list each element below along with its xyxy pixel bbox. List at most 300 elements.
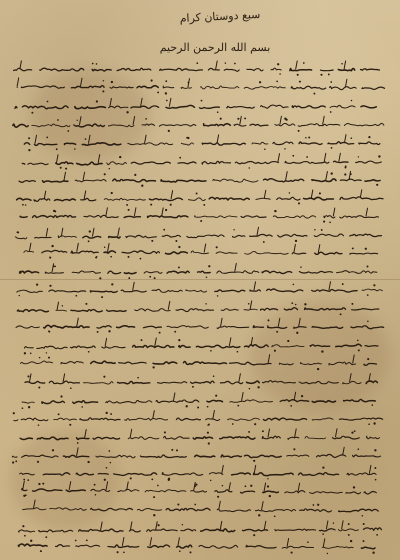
script-word — [21, 418, 48, 421]
script-dot — [289, 192, 290, 193]
script-dot — [88, 240, 90, 242]
script-word — [363, 528, 381, 531]
script-stroke — [219, 501, 221, 509]
script-word — [17, 290, 43, 292]
script-stroke — [220, 521, 222, 529]
script-word — [14, 68, 32, 71]
script-word — [263, 418, 306, 420]
script-word — [267, 289, 303, 292]
script-dot — [374, 467, 376, 469]
script-dot — [205, 303, 206, 304]
script-word — [124, 273, 136, 274]
script-dot — [323, 221, 325, 223]
script-word — [200, 107, 220, 108]
script-word — [247, 381, 260, 383]
script-word — [98, 474, 108, 475]
script-stroke — [250, 301, 252, 309]
script-stroke — [360, 190, 362, 198]
script-word — [56, 310, 67, 311]
script-word — [76, 545, 100, 547]
script-dot — [123, 551, 125, 553]
script-word — [273, 216, 315, 218]
script-dot — [89, 230, 91, 232]
script-word — [42, 401, 65, 404]
script-dot — [258, 514, 260, 516]
script-dot — [178, 246, 180, 248]
script-word — [16, 326, 39, 328]
script-dot — [108, 450, 110, 452]
script-dot — [376, 184, 378, 186]
script-dot — [320, 74, 322, 76]
script-word — [15, 107, 17, 109]
script-word — [254, 473, 294, 476]
script-stroke — [268, 355, 270, 363]
script-word — [352, 309, 379, 310]
script-word — [124, 216, 140, 217]
script-word — [56, 162, 73, 164]
script-word — [221, 455, 241, 457]
script-dot — [372, 404, 374, 406]
script-word — [299, 142, 322, 144]
script-dot — [117, 551, 119, 553]
script-dot — [96, 63, 98, 65]
script-dot — [25, 204, 27, 206]
script-word — [122, 251, 160, 254]
script-word — [142, 124, 154, 125]
script-word — [310, 345, 330, 347]
script-word — [340, 216, 379, 218]
script-dot — [194, 504, 196, 506]
script-dot — [159, 332, 161, 334]
script-stroke — [52, 264, 54, 272]
script-word — [129, 530, 140, 532]
invocation-line: بسم الله الرحمن الرحيم — [159, 41, 271, 54]
script-dot — [97, 331, 99, 333]
script-stroke — [178, 538, 180, 546]
script-stroke — [168, 301, 170, 309]
script-word — [208, 68, 219, 70]
script-word — [37, 437, 68, 440]
script-dot — [154, 277, 156, 279]
script-dot — [77, 442, 79, 444]
script-dot — [103, 80, 104, 81]
script-word — [347, 473, 376, 475]
script-dot — [141, 185, 143, 187]
script-dot — [217, 295, 219, 297]
script-word — [25, 381, 45, 383]
script-stroke — [133, 282, 135, 290]
script-dot — [46, 352, 47, 353]
script-word — [275, 529, 316, 531]
script-word — [319, 529, 335, 531]
script-word — [91, 361, 116, 363]
script-dot — [38, 483, 40, 485]
script-word — [277, 197, 300, 200]
script-dot — [24, 535, 26, 537]
script-stroke — [298, 483, 300, 491]
script-word — [338, 69, 354, 71]
script-word — [71, 251, 98, 253]
script-dot — [330, 81, 332, 83]
script-word — [97, 326, 111, 328]
script-dot — [23, 495, 25, 497]
script-dot — [304, 303, 306, 305]
script-stroke — [294, 244, 296, 252]
script-dot — [313, 504, 315, 506]
script-word — [117, 326, 135, 328]
script-word — [38, 530, 72, 532]
script-dot — [56, 148, 58, 150]
script-word — [365, 346, 378, 347]
script-dot — [128, 277, 130, 279]
script-dot — [203, 204, 205, 206]
script-dot — [165, 209, 167, 211]
script-dot — [357, 340, 359, 342]
script-dot — [351, 431, 353, 433]
script-dot — [328, 73, 330, 75]
script-word — [126, 235, 156, 237]
script-stroke — [204, 244, 206, 252]
script-word — [117, 68, 151, 70]
script-dot — [291, 552, 293, 554]
script-stroke — [171, 191, 173, 199]
script-dot — [153, 496, 155, 498]
script-stroke — [134, 208, 136, 216]
script-word — [317, 454, 346, 457]
script-dot — [126, 204, 128, 206]
script-word — [73, 401, 98, 404]
script-dot — [284, 148, 285, 149]
script-word — [104, 198, 145, 200]
script-word — [166, 105, 195, 108]
script-word — [108, 271, 121, 274]
script-word — [312, 401, 335, 403]
script-word — [37, 346, 67, 348]
script-dot — [46, 137, 48, 139]
script-dot — [317, 368, 319, 370]
script-word — [17, 198, 31, 200]
script-stroke — [262, 502, 264, 510]
script-dot — [352, 247, 354, 249]
script-stroke — [64, 172, 66, 180]
script-word — [71, 346, 96, 348]
script-stroke — [63, 374, 65, 382]
script-dot — [28, 149, 30, 151]
script-dot — [151, 240, 153, 242]
script-stroke — [77, 318, 79, 326]
script-word — [109, 106, 128, 108]
script-word — [344, 123, 384, 125]
script-dot — [31, 112, 33, 114]
script-dot — [104, 247, 106, 249]
script-dot — [276, 81, 278, 83]
script-dot — [267, 485, 269, 487]
script-dot — [42, 483, 44, 485]
script-word — [217, 326, 249, 328]
script-word — [312, 179, 336, 182]
script-dot — [153, 514, 155, 516]
script-word — [44, 325, 89, 328]
script-word — [181, 529, 196, 531]
script-dot — [301, 395, 303, 397]
script-word — [153, 362, 177, 364]
header-note: سبع دوستان کرام — [179, 7, 261, 26]
script-dot — [47, 101, 49, 103]
script-word — [17, 310, 48, 312]
script-word — [300, 509, 332, 512]
script-dot — [168, 478, 170, 480]
script-word — [20, 271, 39, 273]
script-word — [244, 309, 257, 310]
script-dot — [314, 229, 316, 231]
script-dot — [321, 229, 323, 231]
script-word — [184, 362, 227, 365]
script-word — [262, 271, 292, 274]
script-stroke — [318, 245, 320, 253]
script-dot — [295, 240, 297, 242]
script-dot — [319, 192, 321, 194]
script-stroke — [296, 61, 298, 69]
script-word — [158, 382, 187, 384]
script-word — [216, 252, 237, 254]
script-dot — [363, 540, 365, 542]
script-dot — [297, 74, 299, 76]
script-word — [365, 180, 380, 182]
script-word — [250, 290, 260, 291]
script-dot — [358, 349, 360, 351]
script-word — [19, 530, 35, 532]
script-word — [353, 455, 381, 457]
script-dot — [52, 449, 54, 451]
script-dot — [269, 495, 271, 497]
script-word — [125, 418, 168, 420]
script-dot — [207, 424, 209, 426]
script-stroke — [369, 465, 371, 473]
script-stroke — [242, 393, 244, 401]
script-word — [71, 86, 104, 88]
script-word — [131, 106, 159, 109]
script-dot — [81, 406, 83, 408]
script-dot — [151, 479, 153, 481]
script-word — [110, 87, 133, 88]
script-word — [144, 272, 162, 274]
script-word — [195, 455, 215, 457]
script-dot — [111, 283, 113, 285]
script-dot — [327, 553, 328, 554]
script-dot — [69, 424, 71, 426]
script-dot — [176, 449, 178, 451]
script-stroke — [57, 155, 59, 163]
script-word — [84, 215, 118, 217]
script-word — [147, 529, 178, 531]
script-dot — [331, 172, 333, 174]
script-word — [50, 508, 87, 511]
script-word — [166, 508, 210, 510]
script-dot — [298, 202, 300, 204]
script-dot — [225, 62, 226, 63]
script-dot — [151, 79, 153, 81]
script-word — [43, 473, 70, 475]
script-dot — [157, 91, 159, 93]
script-dot — [186, 405, 188, 407]
script-dot — [274, 350, 276, 352]
script-dot — [207, 406, 209, 408]
script-word — [22, 106, 68, 109]
script-word — [301, 362, 322, 364]
script-dot — [274, 210, 276, 212]
script-word — [285, 161, 329, 163]
script-word — [65, 143, 76, 144]
script-word — [23, 508, 47, 510]
script-stroke — [46, 228, 48, 236]
script-word — [140, 455, 186, 458]
script-word — [21, 361, 53, 364]
script-stroke — [173, 393, 175, 401]
script-dot — [24, 352, 26, 354]
script-dot — [13, 412, 15, 414]
script-dot — [344, 173, 346, 175]
script-word — [202, 143, 245, 145]
script-word — [334, 161, 349, 162]
script-dot — [67, 130, 69, 132]
script-dot — [345, 165, 347, 167]
script-dot — [134, 174, 136, 176]
script-dot — [254, 423, 256, 425]
script-stroke — [89, 135, 91, 143]
script-word — [137, 86, 158, 88]
script-word — [186, 290, 207, 292]
script-word — [201, 86, 239, 89]
script-dot — [30, 352, 32, 354]
script-word — [207, 400, 223, 401]
script-word — [361, 69, 380, 70]
script-word — [230, 400, 273, 402]
script-dot — [322, 466, 324, 468]
script-word — [135, 309, 170, 312]
script-stroke — [169, 98, 171, 106]
script-dot — [178, 339, 180, 341]
script-stroke — [333, 208, 335, 216]
script-dot — [367, 266, 369, 268]
script-word — [22, 455, 58, 457]
script-word — [161, 180, 206, 182]
script-word — [133, 345, 174, 347]
script-dot — [38, 386, 40, 388]
script-word — [148, 216, 188, 218]
script-stroke — [287, 539, 289, 547]
script-dot — [217, 496, 219, 498]
script-stroke — [344, 61, 346, 69]
script-dot — [86, 540, 88, 542]
script-dot — [104, 479, 106, 481]
script-word — [252, 142, 268, 144]
script-word — [201, 529, 235, 532]
script-stroke — [130, 522, 132, 530]
script-dot — [367, 294, 369, 296]
script-word — [245, 345, 269, 348]
script-word — [320, 70, 333, 71]
script-word — [144, 326, 162, 328]
script-word — [215, 290, 245, 292]
script-word — [290, 69, 312, 71]
script-dot — [60, 395, 62, 397]
script-word — [232, 473, 251, 475]
script-dot — [16, 231, 18, 233]
script-dot — [163, 229, 165, 231]
script-dot — [248, 303, 250, 305]
script-dot — [237, 118, 239, 120]
script-word — [63, 455, 89, 457]
script-stroke — [345, 79, 347, 87]
script-dot — [378, 155, 380, 157]
script-word — [361, 106, 376, 108]
script-dot — [233, 229, 234, 230]
script-word — [102, 347, 125, 349]
script-word — [106, 400, 152, 403]
script-dot — [170, 204, 172, 206]
script-dot — [128, 209, 130, 211]
script-word — [350, 234, 382, 236]
script-dot — [358, 156, 359, 157]
script-word — [250, 124, 268, 126]
script-dot — [215, 395, 217, 397]
script-dot — [165, 92, 167, 94]
script-stroke — [323, 539, 325, 547]
script-stroke — [350, 374, 352, 382]
script-dot — [248, 167, 249, 168]
script-stroke — [268, 429, 270, 437]
script-dot — [333, 522, 334, 523]
script-dot — [250, 485, 252, 487]
script-word — [271, 68, 281, 70]
script-dot — [200, 220, 202, 222]
script-stroke — [257, 227, 259, 235]
script-word — [298, 124, 340, 127]
script-word — [263, 491, 279, 492]
script-word — [367, 436, 380, 439]
script-stroke — [118, 228, 120, 236]
script-dot — [49, 285, 51, 287]
script-dot — [36, 283, 38, 285]
script-stroke — [349, 171, 351, 179]
script-word — [346, 492, 361, 494]
script-dot — [279, 73, 281, 75]
script-word — [128, 143, 173, 145]
script-stroke — [80, 117, 82, 125]
script-stroke — [98, 155, 100, 163]
script-stroke — [229, 338, 231, 346]
script-dot — [293, 284, 295, 286]
script-word — [14, 420, 18, 421]
script-dot — [171, 449, 173, 451]
script-dot — [285, 119, 287, 121]
script-dot — [237, 351, 239, 353]
script-dot — [307, 541, 309, 543]
script-dot — [259, 81, 261, 83]
script-dot — [321, 350, 323, 352]
script-word — [80, 418, 120, 420]
script-dot — [49, 257, 51, 259]
script-dot — [110, 462, 111, 463]
script-dot — [12, 461, 14, 463]
script-dot — [128, 256, 130, 258]
script-word — [217, 271, 259, 274]
script-dot — [94, 484, 96, 486]
script-word — [118, 489, 139, 491]
script-stroke — [105, 338, 107, 346]
script-word — [350, 253, 378, 254]
script-word — [243, 529, 268, 531]
